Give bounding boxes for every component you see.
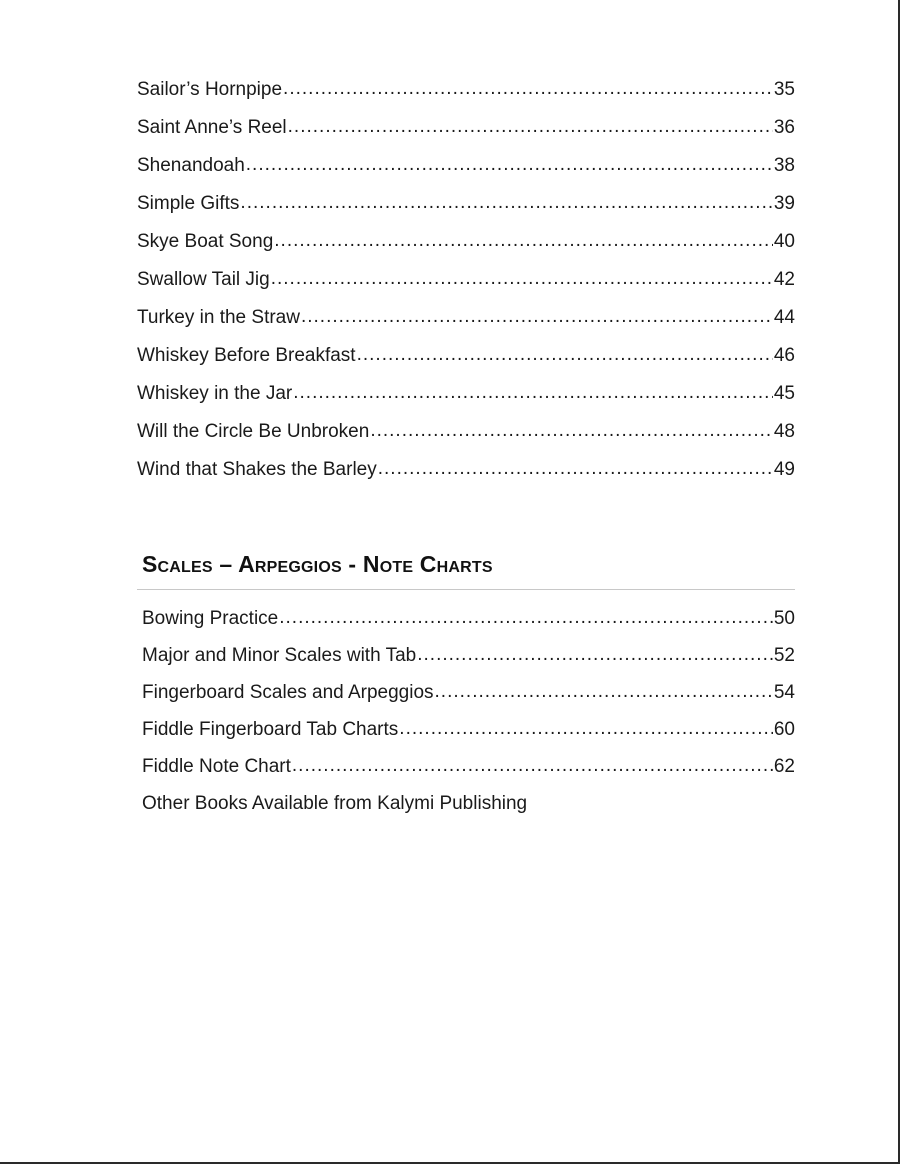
- toc-entry-title: Will the Circle Be Unbroken: [137, 421, 370, 442]
- toc-entry[interactable]: [137, 147, 795, 185]
- toc-dot-leader: [292, 747, 773, 784]
- toc-entry-title: Whiskey in the Jar: [137, 383, 293, 404]
- toc-entry-page: 40: [773, 231, 795, 252]
- toc-upper-list: [137, 71, 795, 489]
- toc-entry-title: Whiskey Before Breakfast: [137, 345, 356, 366]
- toc-entry[interactable]: [137, 71, 795, 109]
- toc-entry-title: Major and Minor Scales with Tab: [142, 645, 417, 666]
- toc-lower-list: [142, 600, 795, 822]
- toc-dot-leader: [246, 146, 773, 184]
- toc-entry[interactable]: [137, 337, 795, 375]
- toc-entry-page: 49: [773, 459, 795, 480]
- section-divider: [137, 589, 795, 590]
- toc-entry-title: Turkey in the Straw: [137, 307, 300, 328]
- toc-dot-leader: [288, 108, 773, 146]
- toc-entry-page: 45: [773, 383, 795, 404]
- toc-entry-title: Saint Anne’s Reel: [137, 117, 287, 138]
- toc-dot-leader: [283, 70, 773, 108]
- toc-entry-page: 38: [773, 155, 795, 176]
- toc-dot-leader: [271, 260, 773, 298]
- toc-entry-page: 42: [773, 269, 795, 290]
- toc-entry-title: Fingerboard Scales and Arpeggios: [142, 682, 434, 703]
- toc-entry[interactable]: [137, 185, 795, 223]
- toc-dot-leader: [240, 184, 772, 222]
- toc-footer-entry[interactable]: Other Books Available from Kalymi Publishing: [142, 793, 528, 814]
- toc-entry[interactable]: [142, 637, 795, 674]
- toc-entry[interactable]: [137, 299, 795, 337]
- toc-entry[interactable]: [137, 413, 795, 451]
- toc-entry[interactable]: [137, 375, 795, 413]
- toc-dot-leader: [370, 412, 773, 450]
- toc-dot-leader: [399, 710, 773, 747]
- toc-entry-page: 48: [773, 421, 795, 442]
- toc-entry-page: 52: [773, 645, 795, 666]
- toc-entry-page: 60: [773, 719, 795, 740]
- toc-entry-page: 35: [773, 79, 795, 100]
- toc-entry-title: Wind that Shakes the Barley: [137, 459, 377, 480]
- toc-entry[interactable]: [137, 261, 795, 299]
- toc-dot-leader: [301, 298, 773, 336]
- section-heading: Scales – Arpeggios - Note Charts: [142, 551, 493, 577]
- toc-entry-page: 39: [773, 193, 795, 214]
- toc-entry[interactable]: [142, 674, 795, 711]
- toc-dot-leader: [378, 450, 773, 488]
- toc-entry-page: 46: [773, 345, 795, 366]
- toc-entry-page: 50: [773, 608, 795, 629]
- toc-entry-title: Sailor’s Hornpipe: [137, 79, 283, 100]
- toc-entry-title: Bowing Practice: [142, 608, 279, 629]
- toc-entry[interactable]: [137, 109, 795, 147]
- toc-entry-page: 54: [773, 682, 795, 703]
- toc-entry-page: 36: [773, 117, 795, 138]
- toc-entry-title: Fiddle Fingerboard Tab Charts: [142, 719, 399, 740]
- toc-entry-page: 62: [773, 756, 795, 777]
- toc-entry[interactable]: [142, 600, 795, 637]
- toc-entry[interactable]: [137, 223, 795, 261]
- toc-dot-leader: [274, 222, 773, 260]
- toc-entry-title: Fiddle Note Chart: [142, 756, 291, 777]
- toc-entry-page: 44: [773, 307, 795, 328]
- toc-dot-leader: [293, 374, 773, 412]
- toc-entry-title: Shenandoah: [137, 155, 245, 176]
- toc-entry-title: Skye Boat Song: [137, 231, 274, 252]
- toc-dot-leader: [279, 599, 773, 636]
- toc-entry-title: Simple Gifts: [137, 193, 240, 214]
- toc-dot-leader: [357, 336, 773, 374]
- toc-dot-leader: [435, 673, 773, 710]
- toc-entry-title: Swallow Tail Jig: [137, 269, 270, 290]
- toc-entry[interactable]: [142, 711, 795, 748]
- toc-entry[interactable]: [142, 748, 795, 785]
- toc-dot-leader: [417, 636, 773, 673]
- toc-entry[interactable]: [137, 451, 795, 489]
